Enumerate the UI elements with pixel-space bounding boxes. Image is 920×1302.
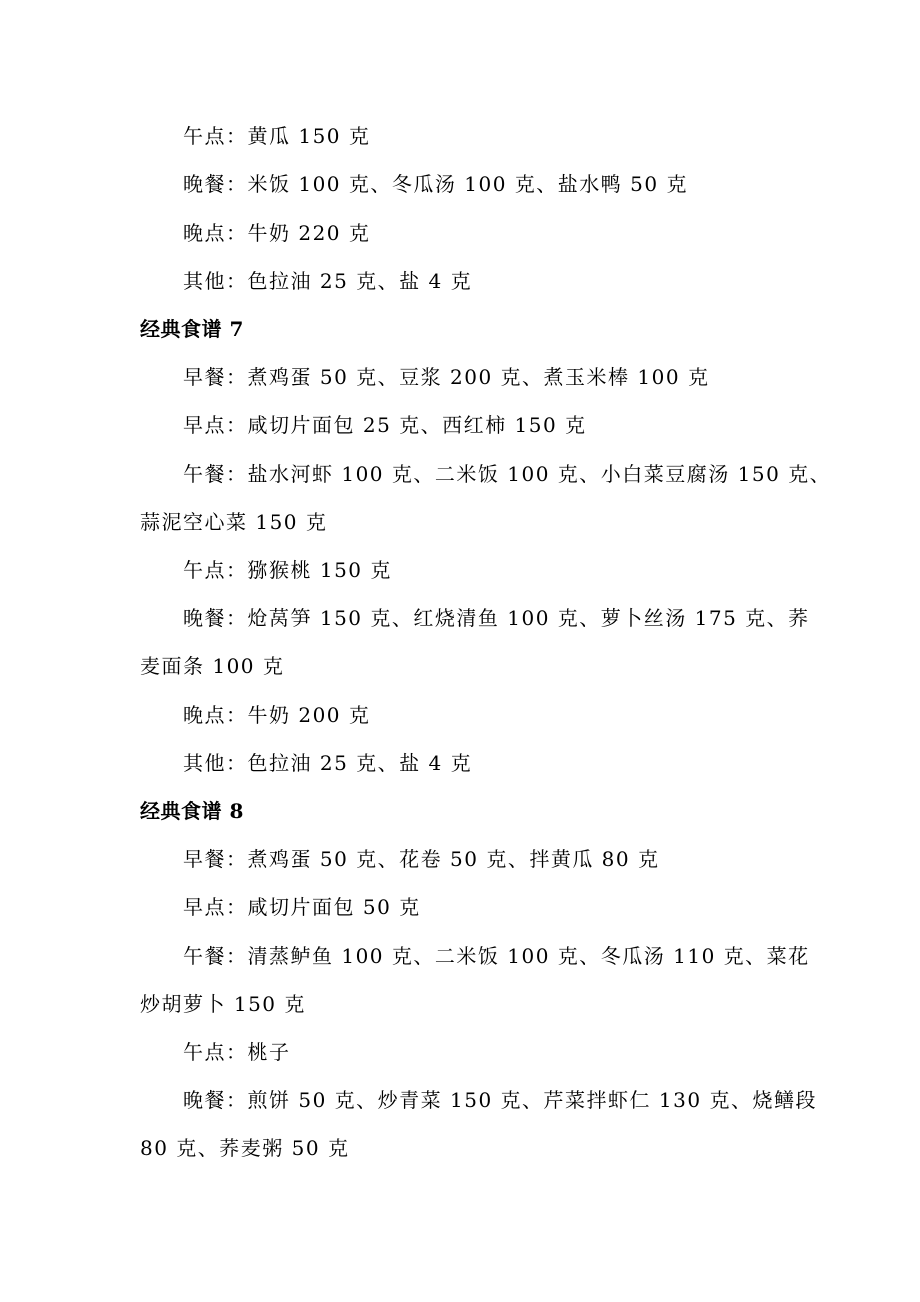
menu-line-dinner-continued: 80 克、荞麦粥 50 克 [140,1136,350,1160]
menu-line-breakfast: 早餐：煮鸡蛋 50 克、花卷 50 克、拌黄瓜 80 克 [183,847,660,871]
section-heading-recipe-7: 经典食谱 7 [140,317,244,341]
menu-line-dinner-continued: 麦面条 100 克 [140,654,285,678]
menu-line-dinner: 晚餐：煎饼 50 克、炒青菜 150 克、芹菜拌虾仁 130 克、烧鳝段 [183,1088,817,1112]
menu-line-afternoon-snack: 午点：黄瓜 150 克 [183,124,371,148]
menu-line-lunch-continued: 炒胡萝卜 150 克 [140,992,306,1016]
menu-line-dinner: 晚餐：米饭 100 克、冬瓜汤 100 克、盐水鸭 50 克 [183,172,688,196]
menu-line-evening-snack: 晚点：牛奶 220 克 [183,221,371,245]
menu-line-afternoon-snack: 午点：桃子 [183,1040,291,1064]
menu-line-breakfast: 早餐：煮鸡蛋 50 克、豆浆 200 克、煮玉米棒 100 克 [183,365,710,389]
menu-line-evening-snack: 晚点：牛奶 200 克 [183,703,371,727]
menu-line-morning-snack: 早点：咸切片面包 50 克 [183,895,421,919]
menu-line-morning-snack: 早点：咸切片面包 25 克、西红柿 150 克 [183,413,587,437]
menu-line-afternoon-snack: 午点：猕猴桃 150 克 [183,558,392,582]
menu-line-other: 其他：色拉油 25 克、盐 4 克 [183,269,473,293]
menu-line-lunch: 午餐：清蒸鲈鱼 100 克、二米饭 100 克、冬瓜汤 110 克、菜花 [183,944,810,968]
section-heading-recipe-8: 经典食谱 8 [140,799,244,823]
menu-line-other: 其他：色拉油 25 克、盐 4 克 [183,751,473,775]
menu-line-dinner: 晚餐：炝莴笋 150 克、红烧清鱼 100 克、萝卜丝汤 175 克、荞 [183,606,810,630]
menu-line-lunch: 午餐：盐水河虾 100 克、二米饭 100 克、小白菜豆腐汤 150 克、 [183,462,832,486]
menu-line-lunch-continued: 蒜泥空心菜 150 克 [140,510,328,534]
